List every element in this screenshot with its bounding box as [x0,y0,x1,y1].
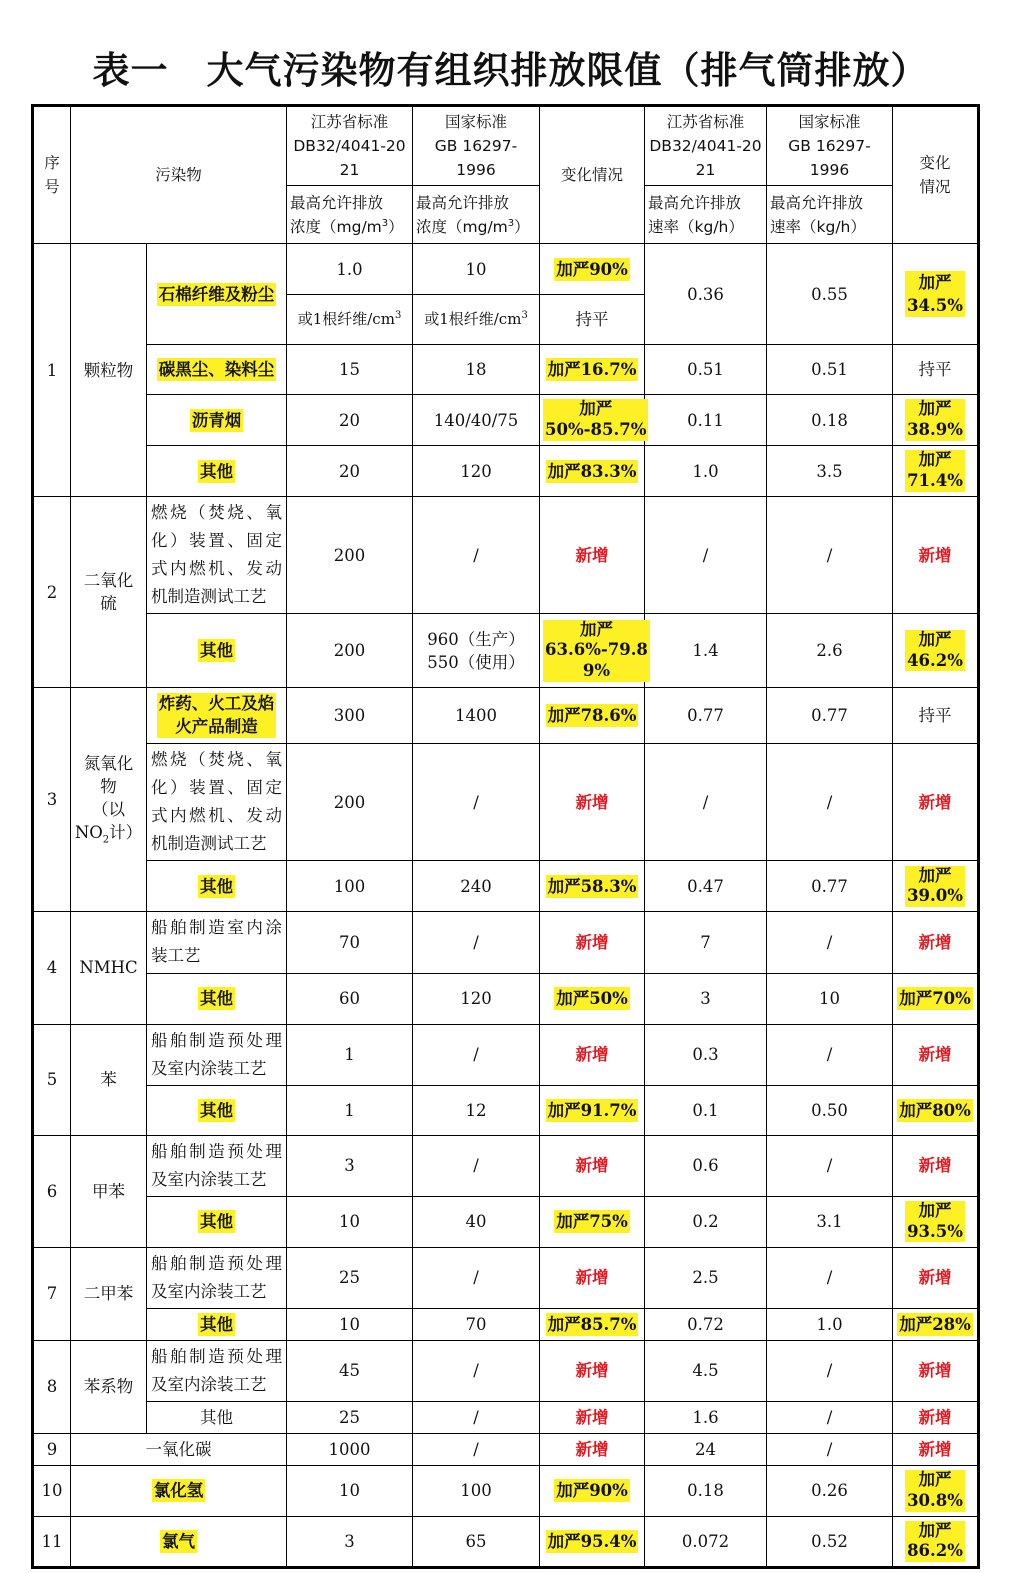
pollutant-cell: 甲苯 [71,1135,147,1247]
js-conc-cell: 10 [287,1196,413,1247]
change-conc-cell: 新增 [540,1135,645,1196]
nat-conc-cell: / [413,1135,540,1196]
js-conc-cell: 45 [287,1340,413,1401]
change-conc-cell: 加严 63.6%-79.8 9% [540,614,645,688]
sub-pollutant-cell: 石棉纤维及粉尘 [147,244,287,345]
sub-pollutant-cell: 船舶制造预处理及室内涂装工艺 [147,1340,287,1401]
nat-conc-cell: / [413,1433,540,1465]
nat-conc-cell: / [413,1024,540,1085]
sub-pollutant-cell: 其他 [147,1401,287,1433]
sub-pollutant-cell: 其他 [147,973,287,1024]
table-row [33,744,979,861]
js-rate-cell: 0.1 [645,1085,767,1135]
table-row [33,614,979,688]
change-rate-cell: 加严 30.8% [893,1465,979,1516]
table-row [33,1135,979,1196]
sub-pollutant-cell: 其他 [147,861,287,912]
emission-limits-table [31,104,980,1569]
nat-rate-cell: 3.5 [767,446,893,497]
js-rate-cell: 0.47 [645,861,767,912]
nat-conc-cell: / [413,912,540,973]
seq-cell: 10 [33,1465,71,1516]
change-conc-cell: 加严50% [540,973,645,1024]
pollutant-cell: 苯系物 [71,1340,147,1433]
table-row [33,395,979,446]
table-row [33,244,979,295]
js-rate-cell: 0.2 [645,1196,767,1247]
nat-rate-cell: / [767,744,893,861]
seq-cell: 7 [33,1247,71,1340]
nat-conc-cell: 12 [413,1085,540,1135]
js-rate-cell: 0.11 [645,395,767,446]
js-conc-cell: 20 [287,446,413,497]
seq-cell: 3 [33,688,71,912]
table-row [33,1401,979,1433]
change-rate-cell: 新增 [893,1135,979,1196]
header-pollutant: 污染物 [71,106,287,244]
table-row [33,345,979,395]
change-rate-cell: 加严80% [893,1085,979,1135]
nat-conc-cell: 140/40/75 [413,395,540,446]
change-conc-cell: 加严90% [540,244,645,295]
nat-conc-cell: / [413,1247,540,1308]
js-rate-cell: 0.6 [645,1135,767,1196]
nat-conc-cell: / [413,1401,540,1433]
js-rate-cell: 0.072 [645,1516,767,1567]
table-row [33,1247,979,1308]
change-rate-cell: 加严 93.5% [893,1196,979,1247]
sub-pollutant-cell: 其他 [147,614,287,688]
nat-rate-cell: / [767,1135,893,1196]
change-rate-cell: 持平 [893,345,979,395]
change-conc-cell: 加严75% [540,1196,645,1247]
change-rate-cell: 新增 [893,1433,979,1465]
js-conc-cell: 10 [287,1308,413,1340]
js-rate-cell: 0.72 [645,1308,767,1340]
table-number: 表一 [92,49,169,92]
nat-conc-cell: 70 [413,1308,540,1340]
table-row [33,973,979,1024]
change-rate-cell: 新增 [893,744,979,861]
js-conc-cell: 10 [287,1465,413,1516]
conc-label: 最高允许排放 浓度$(mg/m^3)$ [413,186,540,244]
change-conc-cell: 新增 [540,1340,645,1401]
nat-conc-cell: 120 [413,446,540,497]
change-rate-cell: 加严28% [893,1308,979,1340]
change-rate-cell: 加严 38.9% [893,395,979,446]
pollutant-cell: 一氧化碳 [71,1433,287,1465]
nat-rate-cell: 0.52 [767,1516,893,1567]
sub-pollutant-cell: 其他 [147,1085,287,1135]
nat-conc-cell: 100 [413,1465,540,1516]
nat-conc-cell: 1400 [413,688,540,744]
table-row [33,1196,979,1247]
js-conc-cell: 1 [287,1085,413,1135]
conc-label: 最高允许排放 浓度$(mg/m^3)$ [287,186,413,244]
js-conc-cell: 3 [287,1135,413,1196]
change-rate-cell: 新增 [893,1024,979,1085]
change-rate-cell: 新增 [893,1401,979,1433]
nat-conc-cell: / [413,497,540,614]
table-row [33,1340,979,1401]
table-row [33,1465,979,1516]
change-conc-cell: 加严95.4% [540,1516,645,1567]
table-title: 大气污染物有组织排放限值（排气筒排放） [206,49,929,92]
pollutant-cell: 苯 [71,1024,147,1135]
page-title [0,40,1021,94]
js-conc-cell: 1000 [287,1433,413,1465]
change-conc-cell: 新增 [540,497,645,614]
pollutant-cell: 二氧化 硫 [71,497,147,688]
nat-rate-cell: / [767,912,893,973]
nat-rate-cell: 3.1 [767,1196,893,1247]
sub-pollutant-cell: 其他 [147,1196,287,1247]
js-rate-cell: / [645,744,767,861]
js-rate-cell: 4.5 [645,1340,767,1401]
change-rate-cell: 加严 34.5% [893,244,979,345]
change-conc-cell: 加严90% [540,1465,645,1516]
change-conc-cell: 新增 [540,1433,645,1465]
js-conc-cell: 15 [287,345,413,395]
change-rate-cell: 持平 [893,688,979,744]
sub-pollutant-cell: 炸药、火工及焰 火产品制造 [147,688,287,744]
js-rate-cell: 0.3 [645,1024,767,1085]
js-rate-cell: 1.6 [645,1401,767,1433]
nat-conc-cell: 18 [413,345,540,395]
nat-conc-cell: 或1根纤维$/cm^3$ [413,295,540,345]
header-nat-std-conc: 国家标准 GB 16297-1996 [413,106,540,186]
table-row [33,1516,979,1567]
sub-pollutant-cell: 船舶制造室内涂装工艺 [147,912,287,973]
nat-rate-cell: 0.18 [767,395,893,446]
nat-rate-cell: / [767,1340,893,1401]
nat-conc-cell: / [413,744,540,861]
js-rate-cell: 0.77 [645,688,767,744]
js-conc-cell: 200 [287,744,413,861]
change-rate-cell: 加严 86.2% [893,1516,979,1567]
js-conc-cell: 或1根纤维$/cm^3$ [287,295,413,345]
change-conc-cell: 加严91.7% [540,1085,645,1135]
sub-pollutant-cell: 船舶制造预处理及室内涂装工艺 [147,1135,287,1196]
change-rate-cell: 加严 46.2% [893,614,979,688]
js-conc-cell: 300 [287,688,413,744]
pollutant-cell: 氯化氢 [71,1465,287,1516]
nat-conc-cell: 120 [413,973,540,1024]
js-rate-cell: 0.51 [645,345,767,395]
pollutant-cell: NMHC [71,912,147,1024]
sub-pollutant-cell: 其他 [147,446,287,497]
js-conc-cell: 25 [287,1247,413,1308]
js-conc-cell: 200 [287,497,413,614]
change-conc-cell: 新增 [540,1024,645,1085]
rate-label: 最高允许排放 速率（kg/h） [645,186,767,244]
js-conc-cell: 3 [287,1516,413,1567]
js-rate-cell: 2.5 [645,1247,767,1308]
table-row [33,1308,979,1340]
sub-pollutant-cell: 沥青烟 [147,395,287,446]
change-conc-cell: 加严58.3% [540,861,645,912]
sub-pollutant-cell: 船舶制造预处理及室内涂装工艺 [147,1024,287,1085]
table-row [33,446,979,497]
js-conc-cell: 1.0 [287,244,413,295]
nat-rate-cell: 0.77 [767,688,893,744]
nat-rate-cell: / [767,1024,893,1085]
seq-cell: 5 [33,1024,71,1135]
js-conc-cell: 20 [287,395,413,446]
js-rate-cell: / [645,497,767,614]
js-conc-cell: 100 [287,861,413,912]
seq-cell: 1 [33,244,71,497]
table-row [33,1433,979,1465]
nat-conc-cell: 10 [413,244,540,295]
nat-conc-cell: 960（生产） 550（使用） [413,614,540,688]
rate-label: 最高允许排放 速率（kg/h） [767,186,893,244]
header-js-std-rate: 江苏省标准 DB32/4041-20 21 [645,106,767,186]
table-row [33,688,979,744]
change-conc-cell: 新增 [540,1401,645,1433]
nat-conc-cell: 240 [413,861,540,912]
change-conc-cell: 持平 [540,295,645,345]
nat-rate-cell: / [767,497,893,614]
seq-cell: 9 [33,1433,71,1465]
header-change-rate: 变化 情况 [893,106,979,244]
change-conc-cell: 加严85.7% [540,1308,645,1340]
header-seq: 序 号 [33,106,71,244]
pollutant-cell: 氯气 [71,1516,287,1567]
change-rate-cell: 加严70% [893,973,979,1024]
table-row [33,1085,979,1135]
change-conc-cell: 加严16.7% [540,345,645,395]
sub-pollutant-cell: 船舶制造预处理及室内涂装工艺 [147,1247,287,1308]
nat-rate-cell: 1.0 [767,1308,893,1340]
table-row [33,1024,979,1085]
js-conc-cell: 1 [287,1024,413,1085]
change-conc-cell: 新增 [540,1247,645,1308]
pollutant-cell: 氮氧化 物 （以 $NO_2$计） [71,688,147,912]
seq-cell: 11 [33,1516,71,1567]
js-rate-cell: 1.0 [645,446,767,497]
js-conc-cell: 60 [287,973,413,1024]
change-rate-cell: 新增 [893,497,979,614]
nat-rate-cell: 2.6 [767,614,893,688]
pollutant-cell: 二甲苯 [71,1247,147,1340]
change-conc-cell: 新增 [540,744,645,861]
sub-pollutant-cell: 燃烧（焚烧、氧化）装置、固定式内燃机、发动机制造测试工艺 [147,744,287,861]
nat-rate-cell: 10 [767,973,893,1024]
change-conc-cell: 新增 [540,912,645,973]
change-rate-cell: 新增 [893,1247,979,1308]
seq-cell: 8 [33,1340,71,1433]
nat-rate-cell: / [767,1247,893,1308]
nat-rate-cell: 0.55 [767,244,893,345]
js-rate-cell: 1.4 [645,614,767,688]
nat-conc-cell: / [413,1340,540,1401]
nat-conc-cell: 40 [413,1196,540,1247]
change-rate-cell: 新增 [893,1340,979,1401]
nat-rate-cell: / [767,1401,893,1433]
pollutant-cell: 颗粒物 [71,244,147,497]
sub-pollutant-cell: 燃烧（焚烧、氧化）装置、固定式内燃机、发动机制造测试工艺 [147,497,287,614]
seq-cell: 2 [33,497,71,688]
js-conc-cell: 200 [287,614,413,688]
js-conc-cell: 70 [287,912,413,973]
change-conc-cell: 加严 50%-85.7% [540,395,645,446]
js-rate-cell: 7 [645,912,767,973]
header-js-std-conc: 江苏省标准 DB32/4041-20 21 [287,106,413,186]
nat-conc-cell: 65 [413,1516,540,1567]
js-rate-cell: 24 [645,1433,767,1465]
nat-rate-cell: 0.26 [767,1465,893,1516]
js-rate-cell: 0.18 [645,1465,767,1516]
nat-rate-cell: 0.50 [767,1085,893,1135]
table-row [33,497,979,614]
nat-rate-cell: 0.77 [767,861,893,912]
js-conc-cell: 25 [287,1401,413,1433]
change-rate-cell: 加严 71.4% [893,446,979,497]
sub-pollutant-cell: 其他 [147,1308,287,1340]
header-nat-std-rate: 国家标准 GB 16297-1996 [767,106,893,186]
change-conc-cell: 加严78.6% [540,688,645,744]
change-conc-cell: 加严83.3% [540,446,645,497]
header-change-conc: 变化情况 [540,106,645,244]
seq-cell: 4 [33,912,71,1024]
sub-pollutant-cell: 碳黑尘、染料尘 [147,345,287,395]
nat-rate-cell: / [767,1433,893,1465]
seq-cell: 6 [33,1135,71,1247]
change-rate-cell: 新增 [893,912,979,973]
table-row [33,861,979,912]
js-rate-cell: 0.36 [645,244,767,345]
js-rate-cell: 3 [645,973,767,1024]
nat-rate-cell: 0.51 [767,345,893,395]
table-row [33,912,979,973]
change-rate-cell: 加严 39.0% [893,861,979,912]
